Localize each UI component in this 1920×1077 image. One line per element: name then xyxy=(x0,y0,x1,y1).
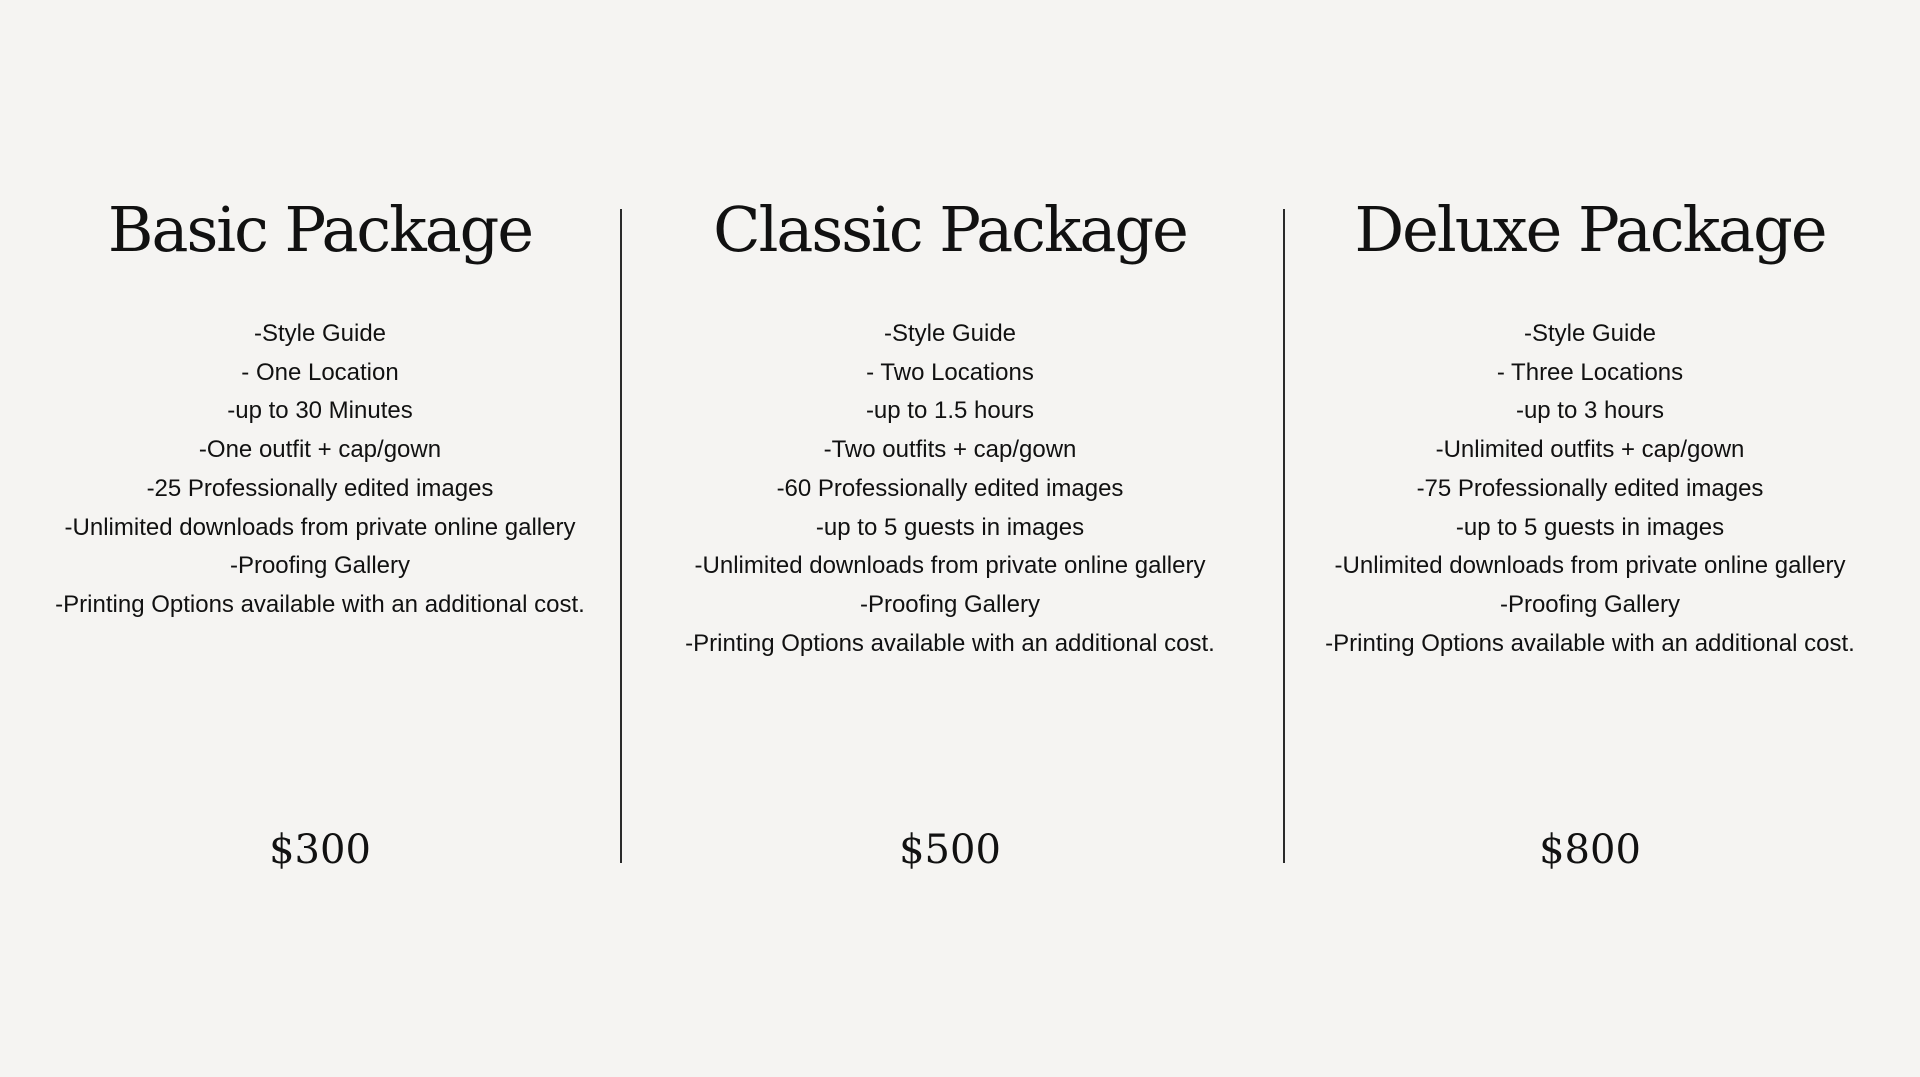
package-price: $800 xyxy=(1539,827,1641,873)
feature-item: -Unlimited downloads from private online gallery xyxy=(694,552,1206,580)
feature-item: -up to 30 Minutes xyxy=(227,397,413,425)
feature-item: -Style Guide xyxy=(883,320,1017,347)
feature-list xyxy=(650,315,1250,663)
column-divider xyxy=(1283,209,1285,863)
feature-item: -Style Guide xyxy=(253,320,387,347)
column-divider xyxy=(620,209,622,863)
feature-item: -Printing Options available with an additional cost. xyxy=(55,590,585,618)
feature-item: -Two outfits + cap/gown xyxy=(823,436,1077,464)
package-classic xyxy=(650,0,1250,1077)
feature-item: -up to 3 hours xyxy=(1515,397,1665,425)
feature-item: -One outfit + cap/gown xyxy=(198,436,442,464)
feature-list xyxy=(1290,315,1890,663)
feature-item: - Two Locations xyxy=(866,358,1034,386)
feature-item: - Three Locations xyxy=(1496,358,1684,386)
feature-item: -Proofing Gallery xyxy=(229,552,411,580)
package-deluxe xyxy=(1290,0,1890,1077)
feature-item: -Proofing Gallery xyxy=(1499,590,1681,618)
package-basic xyxy=(20,0,620,1077)
package-title: Basic Package xyxy=(107,193,533,266)
feature-item: -60 Professionally edited images xyxy=(776,474,1124,502)
feature-item: - One Location xyxy=(241,358,399,386)
feature-item: -Proofing Gallery xyxy=(859,590,1041,618)
feature-item: -Unlimited downloads from private online gallery xyxy=(64,513,576,541)
package-title: Classic Package xyxy=(713,193,1187,266)
feature-item: -Printing Options available with an additional cost. xyxy=(685,629,1215,657)
package-price: $300 xyxy=(269,827,371,873)
package-price: $500 xyxy=(899,827,1001,873)
feature-item: -75 Professionally edited images xyxy=(1416,474,1764,502)
feature-item: -up to 5 guests in images xyxy=(1455,513,1725,541)
feature-item: -up to 5 guests in images xyxy=(815,513,1085,541)
feature-item: -Printing Options available with an additional cost. xyxy=(1325,629,1855,657)
feature-item: -Style Guide xyxy=(1523,320,1657,347)
feature-item: -Unlimited downloads from private online gallery xyxy=(1334,552,1846,580)
feature-item: -25 Professionally edited images xyxy=(146,474,494,502)
feature-item: -Unlimited outfits + cap/gown xyxy=(1435,436,1745,464)
feature-list xyxy=(20,315,620,625)
package-title: Deluxe Package xyxy=(1354,193,1826,266)
feature-item: -up to 1.5 hours xyxy=(865,397,1035,425)
